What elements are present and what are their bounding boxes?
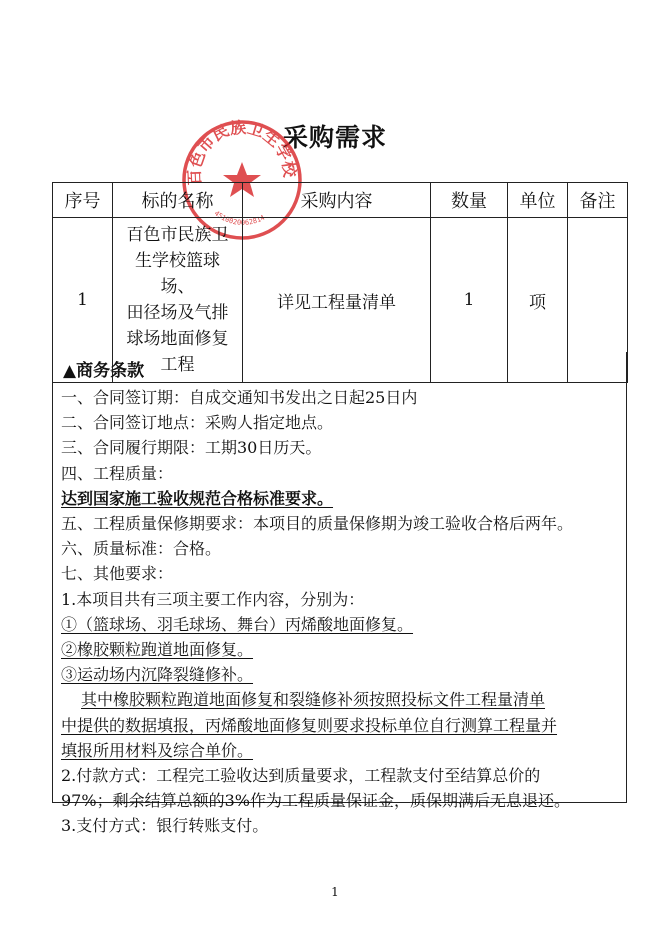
term-line: 达到国家施工验收规范合格标准要求。 [61, 488, 334, 508]
term-line: 97%；剩余结算总额的3%作为工程质量保证金，质保期满后无息退还。 [61, 791, 570, 811]
term-line: 中提供的数据填报，丙烯酸地面修复则要求投标单位自行测算工程量并 [61, 715, 558, 735]
term-line: 填报所用材料及综合单价。 [61, 740, 254, 760]
terms-heading: ▲商务条款 [63, 361, 145, 381]
cell-qty: 1 [431, 218, 508, 383]
seal-text: 百色市民族卫生学校 [184, 118, 300, 186]
term-line: 七、其他要求： [61, 564, 174, 584]
cell-no: 1 [53, 218, 113, 383]
terms-body [53, 383, 626, 839]
term-line: 三、合同履行期限：工期30日历天。 [61, 438, 322, 458]
terms-header [53, 352, 626, 383]
header-name: 标的名称 [113, 183, 243, 218]
header-unit: 单位 [508, 183, 568, 218]
header-no: 序号 [53, 183, 113, 218]
header-content: 采购内容 [243, 183, 431, 218]
term-line: 3.支付方式：银行转账支付。 [61, 816, 269, 836]
term-line: 2.付款方式：工程完工验收达到质量要求，工程款支付至结算总价的 [61, 766, 541, 786]
term-line: 二、合同签订地点：采购人指定地点。 [61, 413, 334, 433]
header-qty: 数量 [431, 183, 508, 218]
page-title: 采购需求 [282, 123, 387, 152]
term-line: ①（篮球场、羽毛球场、舞台）丙烯酸地面修复。 [61, 614, 414, 634]
term-line: 1.本项目共有三项主要工作内容，分别为： [61, 589, 365, 609]
term-line: 四、工程质量： [61, 463, 174, 483]
table-header-row [53, 183, 628, 218]
business-terms [52, 352, 627, 836]
term-line: 一、合同签订期：自成交通知书发出之日起25日内 [61, 388, 418, 407]
seal-number: 4510020062814 [212, 209, 267, 227]
term-line: ③运动场内沉降裂缝修补。 [61, 665, 254, 685]
term-line: 其中橡胶颗粒跑道地面修复和裂缝修补须按照投标文件工程量清单 [81, 690, 546, 710]
cell-name: 百色市民族卫 生学校篮球场、 田径场及气排 球场地面修复 工程 [113, 218, 243, 383]
term-line: 六、质量标准：合格。 [61, 539, 222, 559]
cell-content: 详见工程量清单 [243, 218, 431, 383]
header-note: 备注 [568, 183, 628, 218]
term-line: 五、工程质量保修期要求：本项目的质量保修期为竣工验收合格后两年。 [61, 514, 574, 534]
cell-unit: 项 [508, 218, 568, 383]
term-line: ②橡胶颗粒跑道地面修复。 [61, 640, 254, 660]
page-number: 1 [331, 885, 339, 899]
